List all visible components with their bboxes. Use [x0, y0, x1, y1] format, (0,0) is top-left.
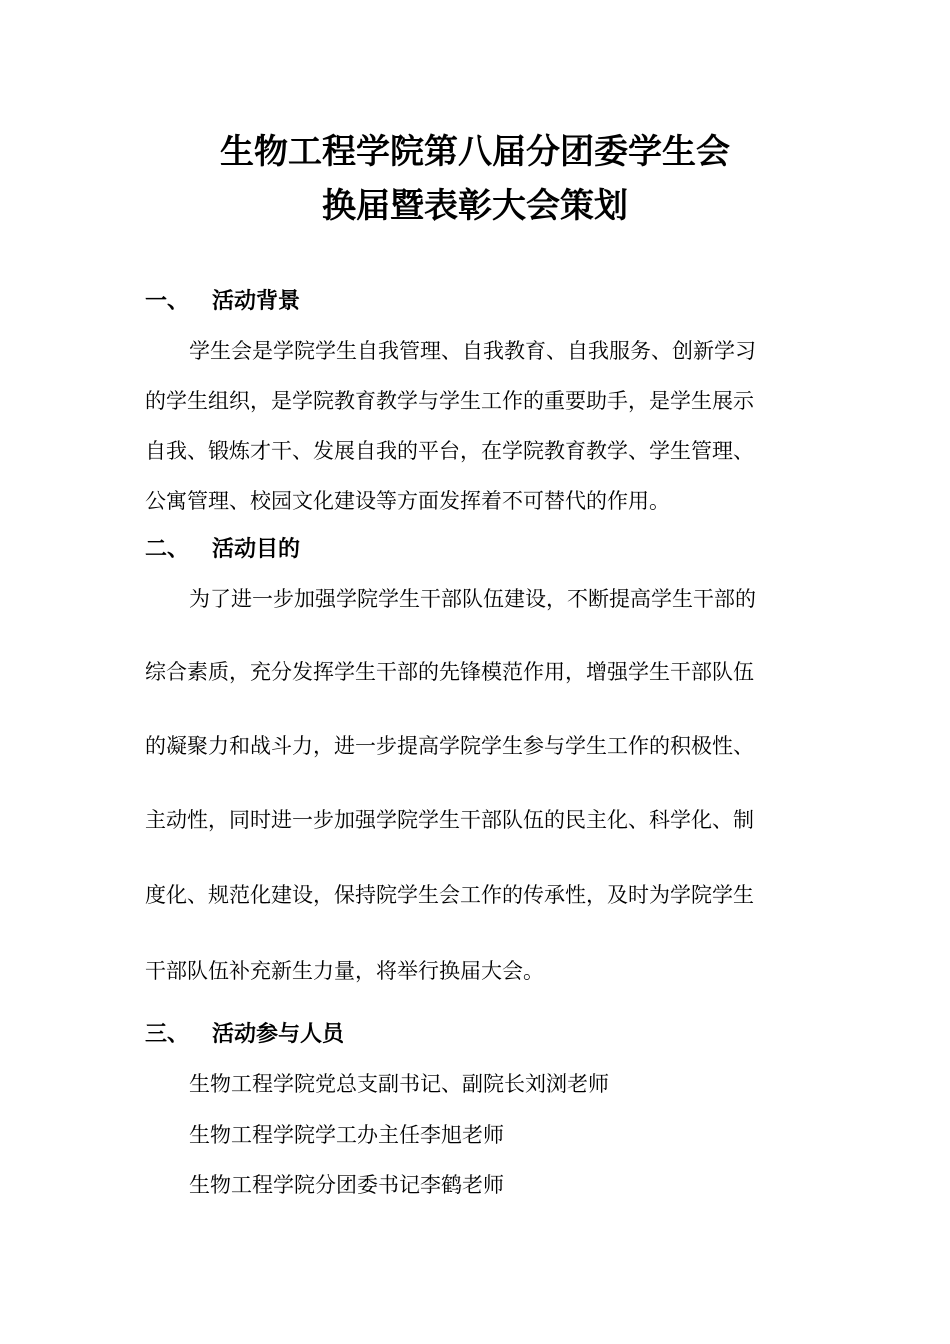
paragraph-line: 主动性，同时进一步加强学院学生干部队伍的民主化、科学化、制: [145, 808, 754, 832]
document-title-line-1: 生物工程学院第八届分团委学生会: [220, 132, 730, 172]
participant-item: 生物工程学院分团委书记李鹤老师: [189, 1173, 504, 1197]
paragraph-line: 度化、规范化建设，保持院学生会工作的传承性，及时为学院学生: [145, 883, 754, 907]
section-number: 二、: [145, 537, 190, 562]
paragraph-line: 学生会是学院学生自我管理、自我教育、自我服务、创新学习: [189, 339, 756, 363]
section-title: 活动目的: [212, 537, 301, 562]
section-heading-purpose: [145, 535, 300, 565]
paragraph-line: 的学生组织，是学院教育教学与学生工作的重要助手，是学生展示: [145, 389, 754, 413]
paragraph-line: 综合素质，充分发挥学生干部的先锋模范作用，增强学生干部队伍: [145, 660, 754, 684]
section-heading-participants: [145, 1020, 344, 1050]
section-title: 活动参与人员: [212, 1022, 345, 1047]
paragraph-line: 自我、锻炼才干、发展自我的平台，在学院教育教学、学生管理、: [145, 439, 754, 463]
paragraph-line: 干部队伍补充新生力量，将举行换届大会。: [145, 959, 544, 983]
paragraph-line: 为了进一步加强学院学生干部队伍建设，不断提高学生干部的: [189, 587, 756, 611]
paragraph-line: 的凝聚力和战斗力，进一步提高学院学生参与学生工作的积极性、: [145, 734, 754, 758]
section-number: 三、: [145, 1022, 190, 1047]
document-title-line-2: 换届暨表彰大会策划: [322, 186, 628, 226]
section-number: 一、: [145, 289, 190, 314]
participant-item: 生物工程学院学工办主任李旭老师: [189, 1123, 504, 1147]
paragraph-line: 公寓管理、校园文化建设等方面发挥着不可替代的作用。: [145, 489, 670, 513]
section-title: 活动背景: [212, 289, 301, 314]
section-heading-background: [145, 287, 300, 317]
participant-item: 生物工程学院党总支副书记、副院长刘浏老师: [189, 1072, 609, 1096]
